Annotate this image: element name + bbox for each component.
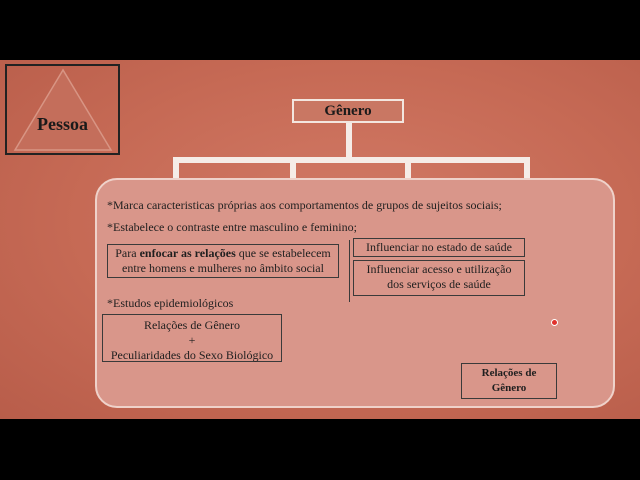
influenciar-2-line-1: Influenciar acesso e utilização: [366, 262, 512, 276]
relacoes-corner-box: [461, 363, 557, 399]
connector-drop-1: [173, 157, 179, 179]
influenciar-2-line-2: dos serviços de saúde: [387, 277, 491, 291]
pessoa-box: [5, 64, 120, 155]
genero-box: Gênero: [292, 99, 404, 123]
enfocar-line-2: entre homens e mulheres no âmbito social: [122, 261, 324, 275]
relacoes-line-2: +: [188, 333, 196, 347]
connector-drop-2: [290, 157, 296, 179]
connector-drop-3: [405, 157, 411, 179]
slide: [0, 60, 640, 419]
letterbox-bottom: [0, 419, 640, 480]
relacoes-box: [102, 314, 282, 362]
relacoes-line-1: Relações de Gênero: [144, 318, 240, 332]
influenciar-box-2: [353, 260, 525, 296]
connector-horizontal: [173, 157, 530, 163]
enfocar-suffix: que se estabelecem: [235, 246, 331, 260]
letterbox-top: [0, 0, 640, 60]
cursor-dot: [551, 319, 558, 326]
relacoes-corner-line-1: Relações de: [481, 367, 537, 379]
connector-vertical: [346, 123, 352, 158]
estudos-text: *Estudos epidemiológicos: [107, 296, 234, 310]
panel-line-1: *Marca caracteristicas próprias aos comportamentos de grupos de sujeitos sociais;: [107, 198, 502, 212]
triangle-icon: [7, 66, 118, 153]
enfocar-bold: enfocar as relações: [139, 246, 236, 260]
enfocar-prefix: Para: [115, 246, 140, 260]
enfocar-box: [107, 244, 339, 278]
relacoes-corner-line-2: Gênero: [491, 382, 527, 394]
content-panel: [95, 178, 615, 408]
bracket-line: [349, 240, 350, 302]
influenciar-box-1: Influenciar no estado de saúde: [353, 238, 525, 257]
connector-drop-4: [524, 157, 530, 179]
panel-line-2: *Estabelece o contraste entre masculino e feminino;: [107, 220, 357, 234]
relacoes-line-3: Peculiaridades do Sexo Biológico: [110, 348, 274, 362]
pessoa-label: Pessoa: [37, 114, 88, 134]
